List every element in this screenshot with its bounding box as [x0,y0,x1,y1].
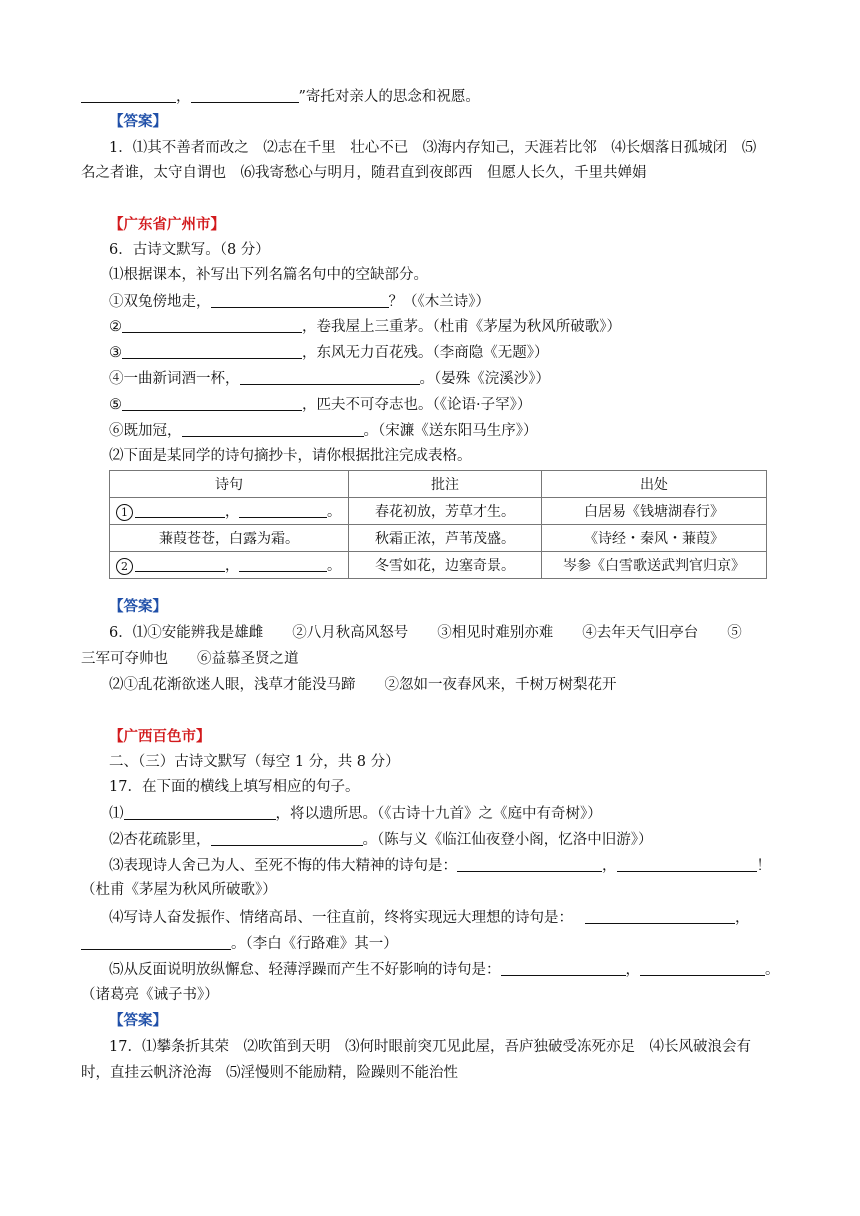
column-header: 诗句 [110,471,349,498]
source-line: （诸葛亮《诫子书》） [81,987,219,1003]
answer-blank[interactable] [135,555,225,572]
top-fill-line: ， ”寄托对亲人的思念和祝愿。 [81,86,480,107]
answer-blank[interactable] [81,933,231,950]
answer-blank[interactable] [457,855,602,872]
answer-line: 名之者谁，太守自谓也 ⑹我寄愁心与明月，随君直到夜郎西 但愿人长久，千里共婵娟 [81,165,647,181]
table-row [110,498,767,525]
fill-item: ⑥既加冠， 。（宋濂《送东阳马生序》） [109,420,538,441]
fill-item: ⑴ ，将以遗所思。（《古诗十九首》之《庭中有奇树》） [109,803,602,824]
answer-blank[interactable] [240,368,420,385]
answer-blank[interactable] [135,501,225,518]
part-title: 二、（三）古诗文默写（每空 1 分，共 8 分） [109,754,400,770]
answer-line: 1．⑴其不善者而改之 ⑵志在千里 壮心不已 ⑶海内存知己，天涯若比邻 ⑷长烟落日孤城闭 ⑸ [109,140,757,156]
region-header: 【广西百色市】 [109,728,211,745]
answer-blank[interactable] [191,86,299,103]
fill-item: ③ ，东风无力百花残。（李商隐《无题》） [109,342,549,363]
answer-blank[interactable] [640,959,765,976]
source-line: （杜甫《茅屋为秋风所破歌》） [81,882,277,898]
answer-blank[interactable] [239,555,327,572]
verse-cell: 1 ， 。 [110,498,349,525]
circled-number: 2 [116,558,133,575]
answer-tag: 【答案】 [109,113,167,130]
answer-line: 三军可夺帅也 ⑥益慕圣贤之道 [81,651,299,667]
fill-item: ⑶表现诗人舍己为人、至死不悔的伟大精神的诗句是： ， ！ [109,855,771,876]
column-header: 批注 [349,471,542,498]
verse-cell: 2 ， 。 [110,552,349,579]
fill-item: ④一曲新词酒一杯， 。（晏殊《浣溪沙》） [109,368,550,389]
answer-line: 时，直挂云帆济沧海 ⑸淫慢则不能励精，险躁则不能治性 [81,1065,458,1081]
answer-blank[interactable] [239,501,327,518]
fill-item: ⑷写诗人奋发振作、情绪高昂、一往直前，终将实现远大理想的诗句是： ， [109,907,750,928]
table-row [110,552,767,579]
answer-blank[interactable] [122,342,302,359]
question-title: 6．古诗文默写。（8 分） [109,242,270,258]
answer-tag: 【答案】 [109,1012,167,1029]
answer-blank[interactable] [122,394,302,411]
source-cell: 《诗经・秦风・蒹葭》 [542,525,767,552]
fill-item: 。（李白《行路难》其一） [81,933,398,954]
fill-item: ② ，卷我屋上三重茅。（杜甫《茅屋为秋风所破歌》） [109,316,621,337]
answer-line: ⑵①乱花渐欲迷人眼，浅草才能没马蹄 ②忽如一夜春风来，千树万树梨花开 [109,677,617,693]
sub-question: ⑵下面是某同学的诗句摘抄卡，请你根据批注完成表格。 [109,448,472,464]
note-cell: 秋霜正浓，芦苇茂盛。 [349,525,542,552]
answer-blank[interactable] [182,420,364,437]
verse-cell: 蒹葭苍苍，白露为霜。 [110,525,349,552]
answer-blank[interactable] [501,959,626,976]
table-header-row [110,471,767,498]
answer-blank[interactable] [122,316,302,333]
circled-number: 1 [116,504,133,521]
fill-item: ①双兔傍地走， ？（《木兰诗》） [109,291,490,312]
answer-line: 17．⑴攀条折其荣 ⑵吹笛到天明 ⑶何时眼前突兀见此屋，吾庐独破受冻死亦足 ⑷长风破浪会有 [109,1039,751,1055]
table-row [110,525,767,552]
answer-blank[interactable] [81,86,176,103]
answer-blank[interactable] [124,803,276,820]
sub-question: ⑴根据课本，补写出下列名篇名句中的空缺部分。 [109,267,428,283]
region-header: 【广东省广州市】 [109,216,225,233]
answer-line: 6．⑴①安能辨我是雄雌 ②八月秋高风怒号 ③相见时难别亦难 ④去年天气旧亭台 ⑤ [109,625,742,641]
fill-item: ⑤ ，匹夫不可夺志也。（《论语·子罕》） [109,394,531,415]
answer-blank[interactable] [211,291,389,308]
answer-blank[interactable] [585,907,735,924]
answer-blank[interactable] [617,855,757,872]
note-cell: 春花初放，芳草才生。 [349,498,542,525]
source-cell: 白居易《钱塘湖春行》 [542,498,767,525]
column-header: 出处 [542,471,767,498]
poetry-card-table [109,470,767,579]
source-cell: 岑参《白雪歌送武判官归京》 [542,552,767,579]
fill-item: ⑸从反面说明放纵懈怠、轻薄浮躁而产生不好影响的诗句是： ， 。 [109,959,780,980]
note-cell: 冬雪如花，边塞奇景。 [349,552,542,579]
answer-tag: 【答案】 [109,598,167,615]
answer-blank[interactable] [211,829,363,846]
question-title: 17．在下面的横线上填写相应的句子。 [109,779,360,795]
fill-item: ⑵杏花疏影里， 。（陈与义《临江仙夜登小阁，忆洛中旧游》） [109,829,653,850]
